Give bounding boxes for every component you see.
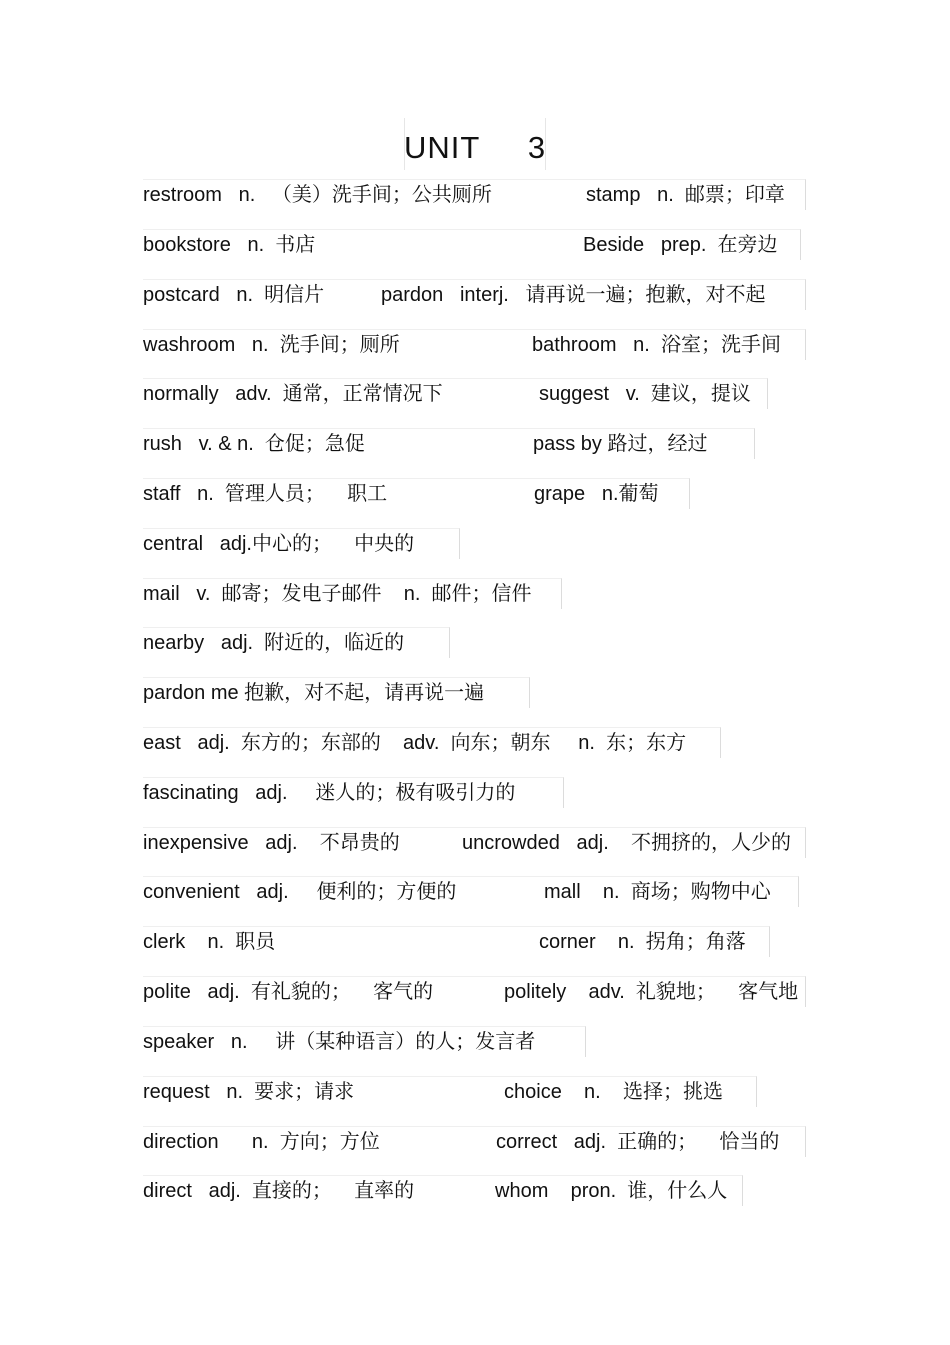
vocab-entry: central adj.中心的； 中央的 xyxy=(143,533,415,555)
vocab-row xyxy=(143,478,690,509)
vocab-entry: mall n. 商场；购物中心 xyxy=(544,881,771,903)
vocab-entry: washroom n. 洗手间；厕所 xyxy=(143,334,400,356)
vocab-entry: corner n. 拐角；角落 xyxy=(539,931,746,953)
vocab-entry: pass by 路过，经过 xyxy=(533,433,708,455)
vocab-row xyxy=(143,428,755,459)
vocab-entry: stamp n. 邮票；印章 xyxy=(586,184,785,206)
vocab-entry: uncrowded adj. 不拥挤的，人少的 xyxy=(462,832,791,854)
vocab-row xyxy=(143,677,530,708)
vocab-entry: postcard n. 明信片 xyxy=(143,284,325,306)
vocab-row xyxy=(143,229,801,260)
vocab-entry: restroom n. （美）洗手间；公共厕所 xyxy=(143,184,492,206)
vocab-entry: pardon interj. 请再说一遍；抱歉，对不起 xyxy=(381,284,766,306)
vocab-entry: nearby adj. 附近的，临近的 xyxy=(143,632,405,654)
vocab-entry: rush v. & n. 仓促；急促 xyxy=(143,433,365,455)
vocab-entry: correct adj. 正确的； 恰当的 xyxy=(496,1131,780,1153)
vocab-row xyxy=(143,876,799,907)
vocab-row xyxy=(143,1026,586,1057)
vocab-row xyxy=(143,976,806,1007)
vocab-entry: inexpensive adj. 不昂贵的 xyxy=(143,832,400,854)
vocab-entry: bookstore n. 书店 xyxy=(143,234,316,256)
vocab-entry: staff n. 管理人员； 职工 xyxy=(143,483,388,505)
vocab-entry: speaker n. 讲（某种语言）的人；发言者 xyxy=(143,1031,536,1053)
vocab-entry: politely adv. 礼貌地； 客气地 xyxy=(504,981,799,1003)
vocab-entry: fascinating adj. 迷人的；极有吸引力的 xyxy=(143,782,516,804)
vocab-entry: grape n.葡萄 xyxy=(534,483,659,505)
vocab-entry: normally adv. 通常，正常情况下 xyxy=(143,383,443,405)
vocab-row xyxy=(143,378,768,409)
vocab-row xyxy=(143,627,450,658)
vocab-entry: pardon me 抱歉，对不起，请再说一遍 xyxy=(143,682,485,704)
vocab-entry: polite adj. 有礼貌的； 客气的 xyxy=(143,981,434,1003)
vocab-row xyxy=(143,727,721,758)
vocab-row xyxy=(143,777,564,808)
vocab-entry: bathroom n. 浴室；洗手间 xyxy=(532,334,781,356)
vocab-entry: request n. 要求；请求 xyxy=(143,1081,355,1103)
vocab-row xyxy=(143,528,460,559)
vocab-entry: direction n. 方向；方位 xyxy=(143,1131,380,1153)
vocab-row xyxy=(143,1126,806,1157)
vocab-entry: suggest v. 建议，提议 xyxy=(539,383,751,405)
vocab-entry: east adj. 东方的；东部的 adv. 向东；朝东 n. 东；东方 xyxy=(143,732,687,754)
vocab-row xyxy=(143,279,806,310)
vocab-entry: whom pron. 谁，什么人 xyxy=(495,1180,728,1202)
vocab-row xyxy=(143,827,806,858)
vocab-row xyxy=(143,329,806,360)
vocab-row xyxy=(143,179,806,210)
vocab-entry: mail v. 邮寄；发电子邮件 n. 邮件；信件 xyxy=(143,583,532,605)
vocab-entry: convenient adj. 便利的；方便的 xyxy=(143,881,457,903)
vocab-entry: direct adj. 直接的； 直率的 xyxy=(143,1180,415,1202)
vocab-entry: choice n. 选择；挑选 xyxy=(504,1081,723,1103)
vocab-row xyxy=(143,1076,757,1107)
vocab-entry: Beside prep. 在旁边 xyxy=(583,234,778,256)
vocab-row xyxy=(143,578,562,609)
vocab-row xyxy=(143,1175,743,1206)
vocab-entry: clerk n. 职员 xyxy=(143,931,276,953)
page-title: UNIT 3 xyxy=(404,130,547,165)
vocab-row xyxy=(143,926,770,957)
